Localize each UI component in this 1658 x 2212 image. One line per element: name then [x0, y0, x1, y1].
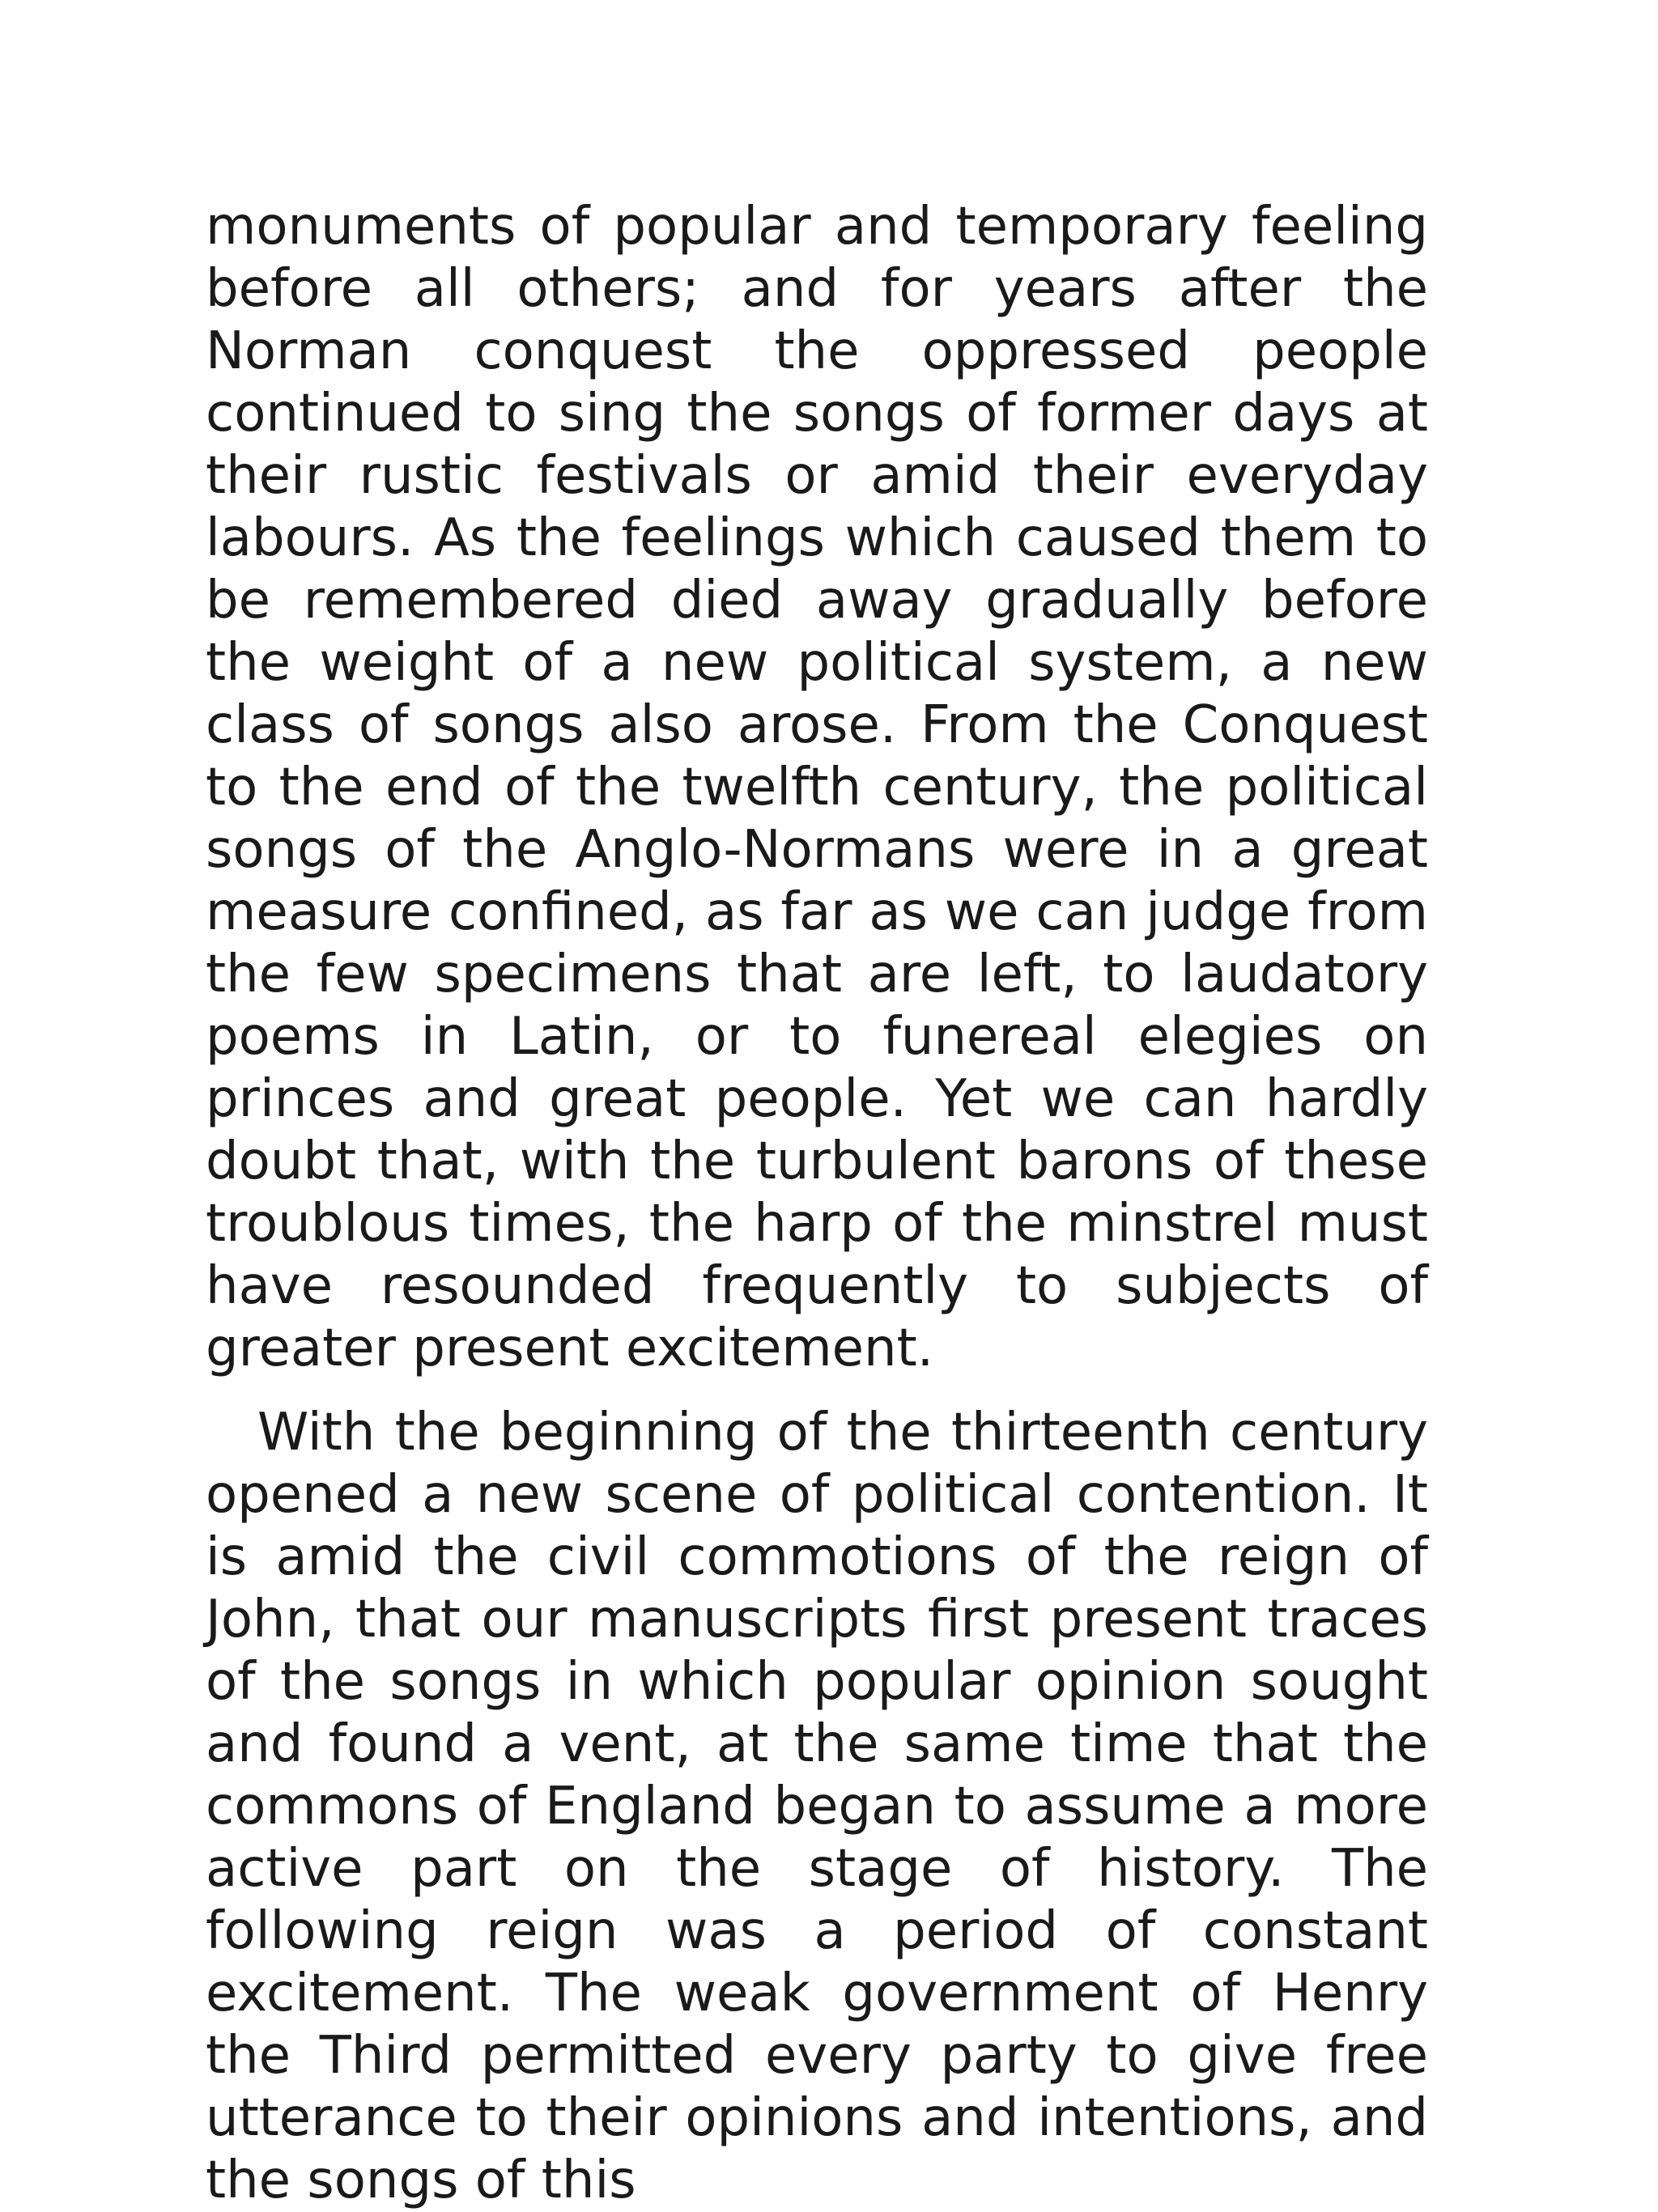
paragraph-2: With the beginning of the thirteenth century opened a new scene of political contention. It is amid the civil commotions of the reign of John, that our manuscripts first present traces of the songs in which popular opinion sought and found a vent, at the same time that the commons of England began to assume a more active part on the stage of history. The following reign was a period of constant excitement. The weak government of Henry the Third permitted every party to give free utterance to their opinions and intentions, and the songs of this — [206, 1403, 1428, 2210]
page-body — [206, 196, 1428, 2212]
paragraph-1: monuments of popular and temporary feeling before all others; and for years after the Norman conquest the oppressed people continued to sing the songs of former days at their rustic festivals or amid their everyday labours. As the feelings which caused them to be remembered died away gradually before the weight of a new political system, a new class of songs also arose. From the Conquest to the end of the twelfth century, the political songs of the Anglo-Normans were in a great measure confined, as far as we can judge from the few specimens that are left, to laudatory poems in Latin, or to funereal elegies on princes and great people. Yet we can hardly doubt that, with the turbulent barons of these troublous times, the harp of the minstrel must have resounded frequently to subjects of greater present excitement. — [206, 197, 1428, 1378]
